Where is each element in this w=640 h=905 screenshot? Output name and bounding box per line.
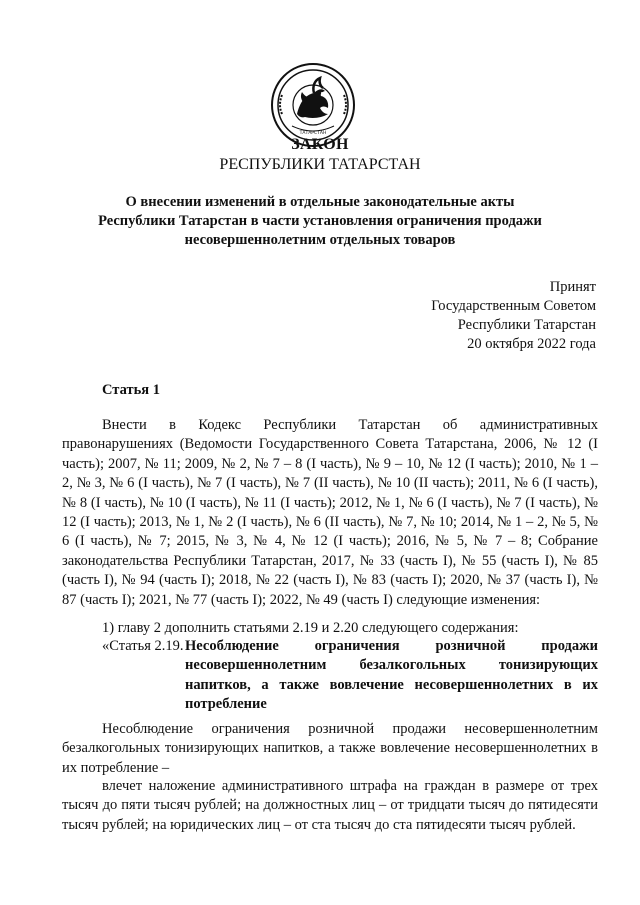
adoption-line: Государственным Советом bbox=[431, 298, 596, 314]
doc-type: ЗАКОН bbox=[291, 136, 349, 153]
new-article-number: «Статья 2.19. bbox=[102, 638, 184, 654]
law-title bbox=[60, 193, 580, 250]
adoption-line: Принят bbox=[549, 279, 596, 295]
article-intro-paragraph: Внести в Кодекс Республики Татарстан об административных правонарушениях (Ведомости Государственного Совета Татарстана, 2006, № 12 (I часть); 2007, № 11; 2009, № 2, № 7 – 8 (I часть), № 9 – 10, № 12 (I часть); 2010, № 1 – 2, № 3, № 6 (I часть), № 7 (I часть), № 7 (II часть), № 10 (II часть); 2011, № 6 (I часть), № 8 (I часть), № 10 (I часть), № 11 (I часть); 2012, № 1, № 6 (I часть), № 7 (I часть), № 12 (I часть); 2013, № 1, № 2 (I часть), № 6 (II часть), № 7, № 10; 2014, № 1 – 2, № 5, № 6 (I часть), № 7; 2015, № 3, № 4, № 12 (I часть); 2016, № 5, № 7 – 8; Собрание законодательства Республики Татарстан, 2017, № 33 (часть I), № 55 (часть I), № 85 (часть I), № 94 (часть I); 2018, № 22 (часть I), № 83 (часть I); 2020, № 37 (часть I), № 87 (часть I); 2021, № 77 (часть I); 2022, № 49 (часть I) следующие изменения: bbox=[62, 417, 598, 608]
adoption-date: 20 октября 2022 года bbox=[467, 336, 596, 352]
new-article-paragraph: влечет наложение административного штрафа на граждан в размере от трех тысяч до пяти тысяч рублей; на должностных лиц – от тридцати тысяч до пятидесяти тысяч рублей; на юридических лиц – от ста тысяч до ста пятидесяти тысяч рублей. bbox=[62, 778, 598, 833]
doc-issuer: РЕСПУБЛИКИ ТАТАРСТАН bbox=[219, 156, 421, 173]
article-heading: Статья 1 bbox=[102, 382, 160, 398]
law-title-line: несовершеннолетним отдельных товаров bbox=[184, 232, 456, 248]
amendment-item: 1) главу 2 дополнить статьями 2.19 и 2.20 следующего содержания: bbox=[102, 620, 519, 636]
law-title-line: Республики Татарстан в части установления ограничения продажи bbox=[98, 213, 542, 229]
law-title-line: О внесении изменений в отдельные законодательные акты bbox=[125, 194, 515, 210]
new-article-title: Несоблюдение ограничения розничной продажи несовершеннолетним безалкогольных тонизирующих напитков, а также вовлечение несовершеннолетних в их потребление bbox=[185, 638, 598, 713]
emblem-text: ТАТАРСТАН bbox=[299, 131, 327, 136]
adoption-block bbox=[431, 278, 596, 354]
adoption-line: Республики Татарстан bbox=[457, 317, 596, 333]
new-article-paragraph: Несоблюдение ограничения розничной продажи несовершеннолетним безалкогольных тонизирующих напитков, а также вовлечение несовершеннолетних в их потребление – bbox=[62, 721, 598, 776]
